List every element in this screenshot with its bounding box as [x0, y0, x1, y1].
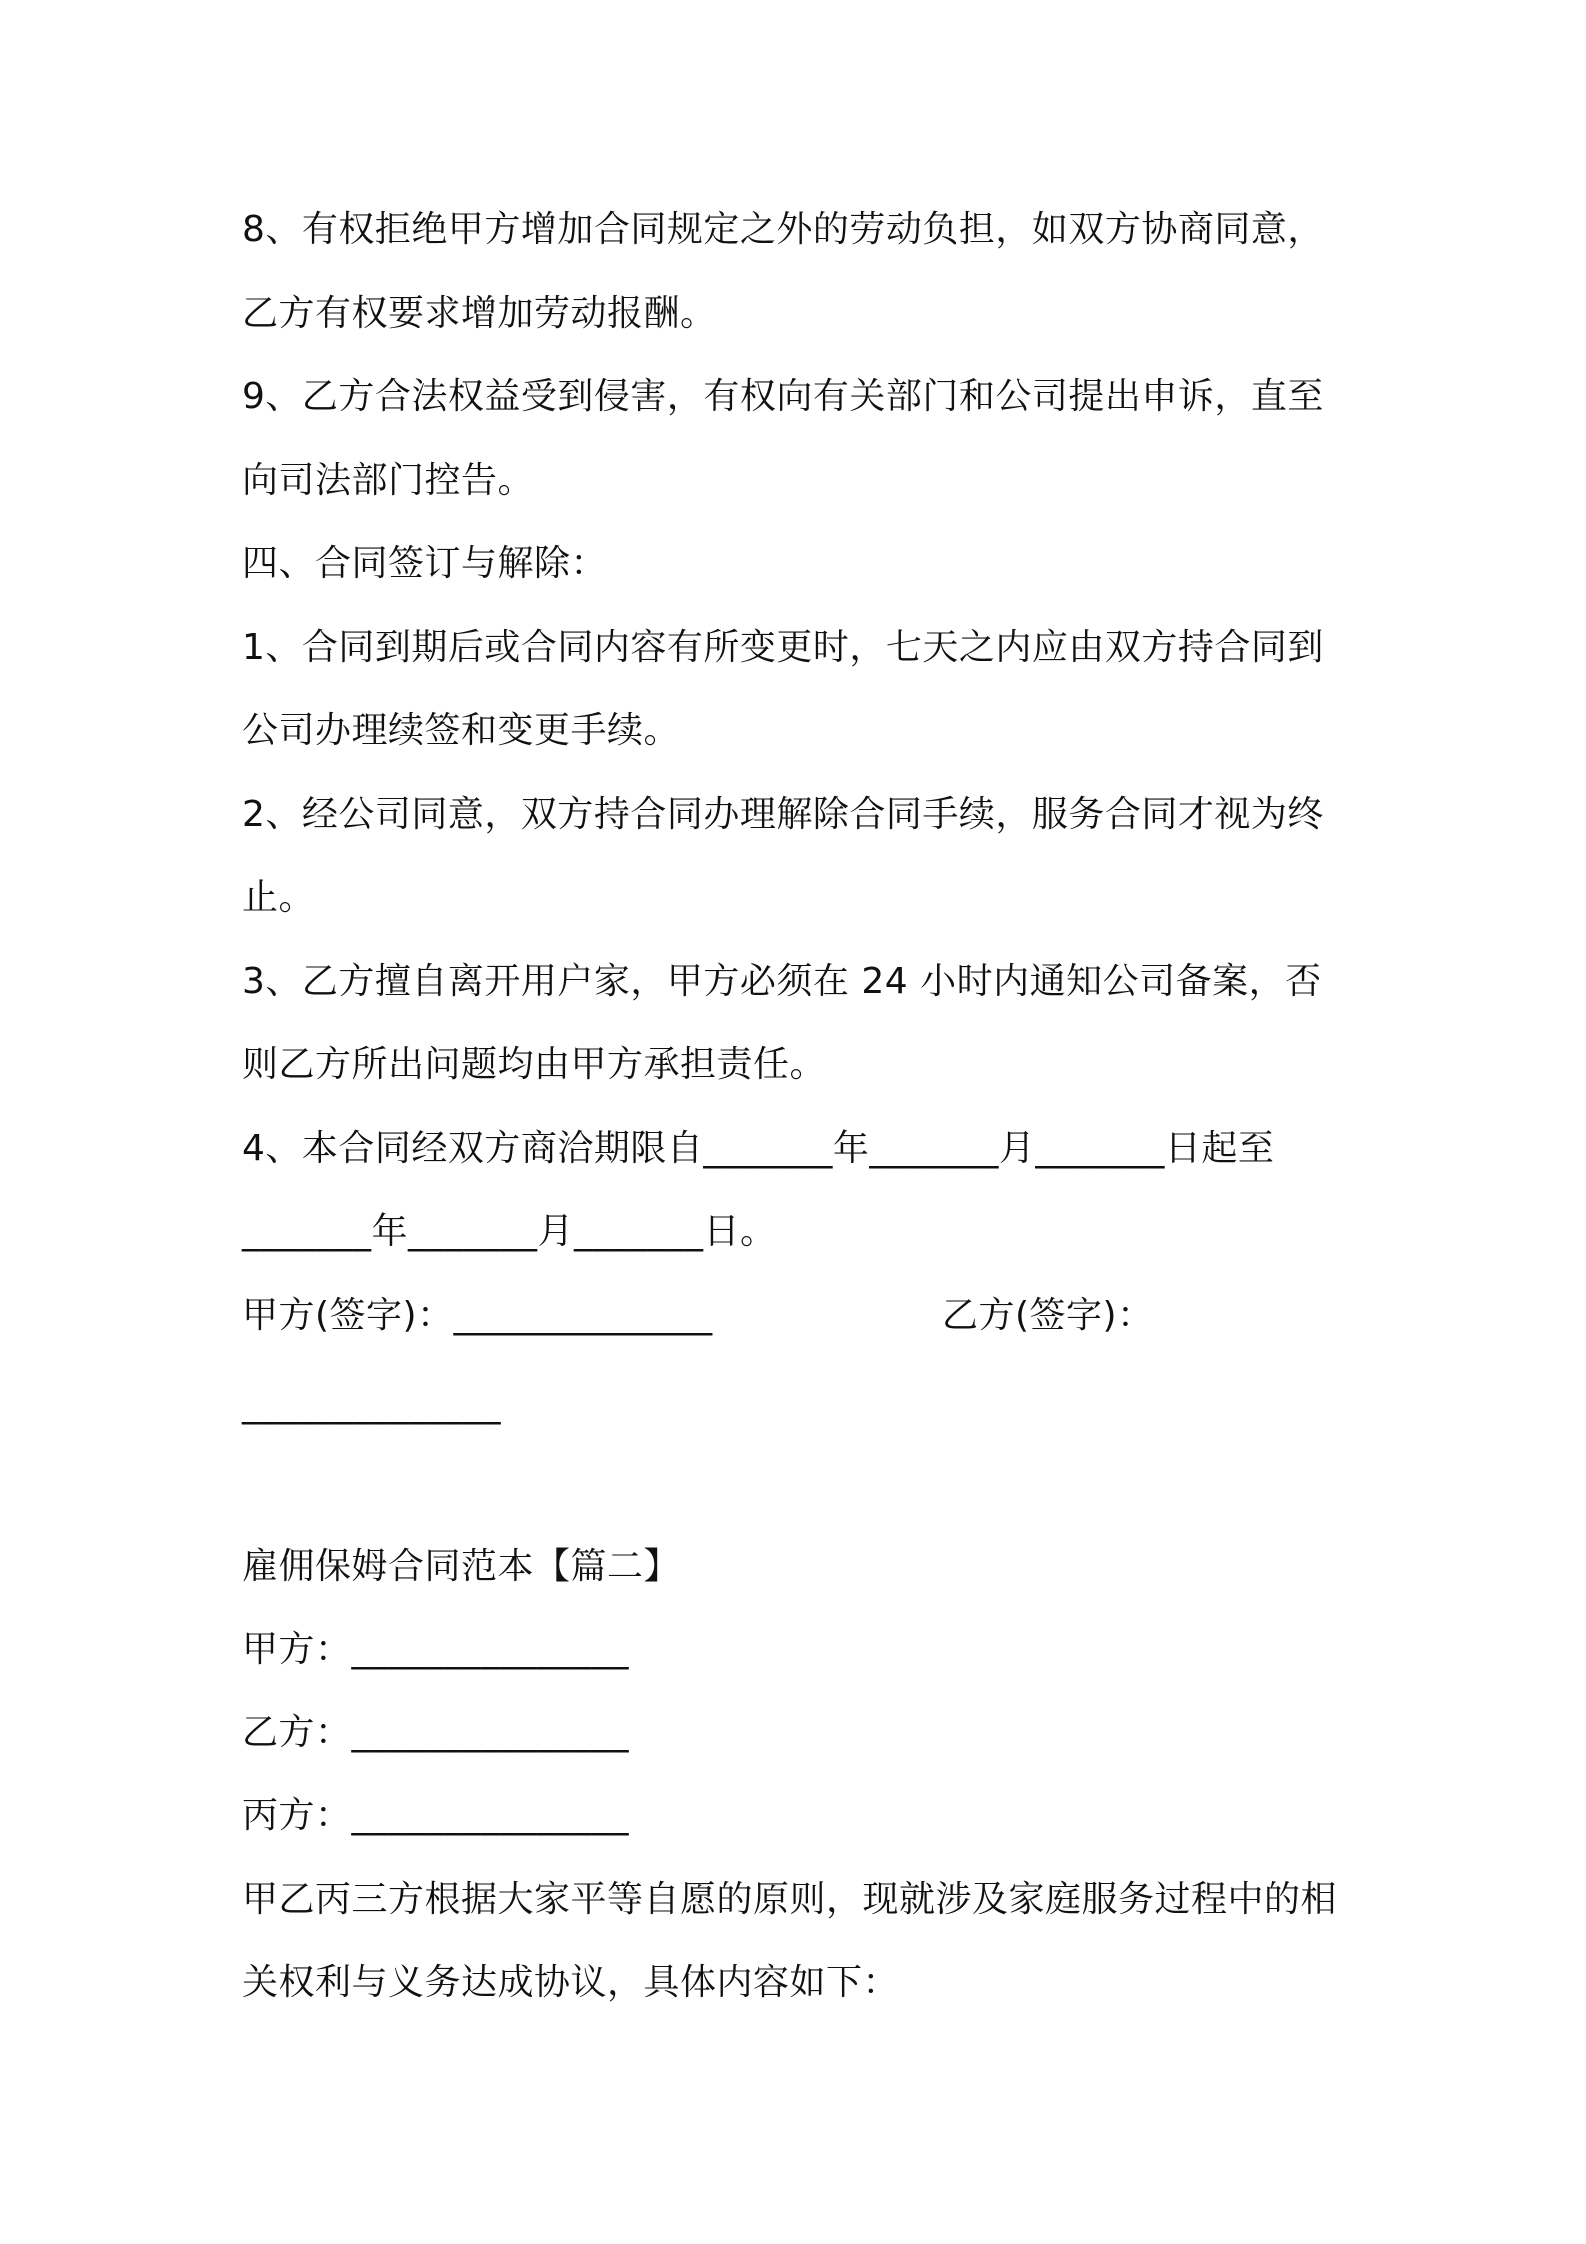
section4-clause-3-line-1: 3、乙方擅自离开用户家，甲方必须在 24 小时内通知公司备案，否	[242, 961, 1322, 1002]
section-heading: 四、合同签订与解除：	[242, 543, 608, 584]
party-b-field: 乙方：_______________	[242, 1712, 630, 1753]
party-c-field: 丙方：_______________	[242, 1795, 630, 1836]
section4-clause-4-line-1: 4、本合同经双方商洽期限自_______年_______月_______日起至	[242, 1128, 1275, 1169]
party-b-signature-line: ______________	[242, 1384, 501, 1425]
intro-line-2: 关权利与义务达成协议，具体内容如下：	[242, 1962, 900, 2003]
section4-clause-3-line-2: 则乙方所出问题均由甲方承担责任。	[242, 1044, 827, 1085]
page-title: 雇佣保姆合同范本【篇二】	[242, 1546, 681, 1587]
section4-clause-4-line-2: _______年_______月_______日。	[242, 1211, 777, 1252]
section4-clause-1-line-2: 公司办理续签和变更手续。	[242, 710, 681, 751]
intro-line-1: 甲乙丙三方根据大家平等自愿的原则，现就涉及家庭服务过程中的相	[242, 1879, 1338, 1920]
section4-clause-2-line-1: 2、经公司同意，双方持合同办理解除合同手续，服务合同才视为终	[242, 794, 1324, 835]
party-a-field: 甲方：_______________	[242, 1629, 630, 1670]
clause-8-line-1: 8、有权拒绝甲方增加合同规定之外的劳动负担，如双方协商同意，	[242, 209, 1324, 250]
section4-clause-1-line-1: 1、合同到期后或合同内容有所变更时，七天之内应由双方持合同到	[242, 627, 1324, 668]
clause-9-line-2: 向司法部门控告。	[242, 460, 535, 501]
clause-8-line-2: 乙方有权要求增加劳动报酬。	[242, 293, 717, 334]
clause-9-line-1: 9、乙方合法权益受到侵害，有权向有关部门和公司提出申诉，直至	[242, 376, 1324, 417]
party-a-signature: 甲方(签字)：______________	[242, 1295, 713, 1336]
section4-clause-2-line-2: 止。	[242, 877, 316, 918]
party-b-signature-label: 乙方(签字)：	[942, 1295, 1154, 1336]
